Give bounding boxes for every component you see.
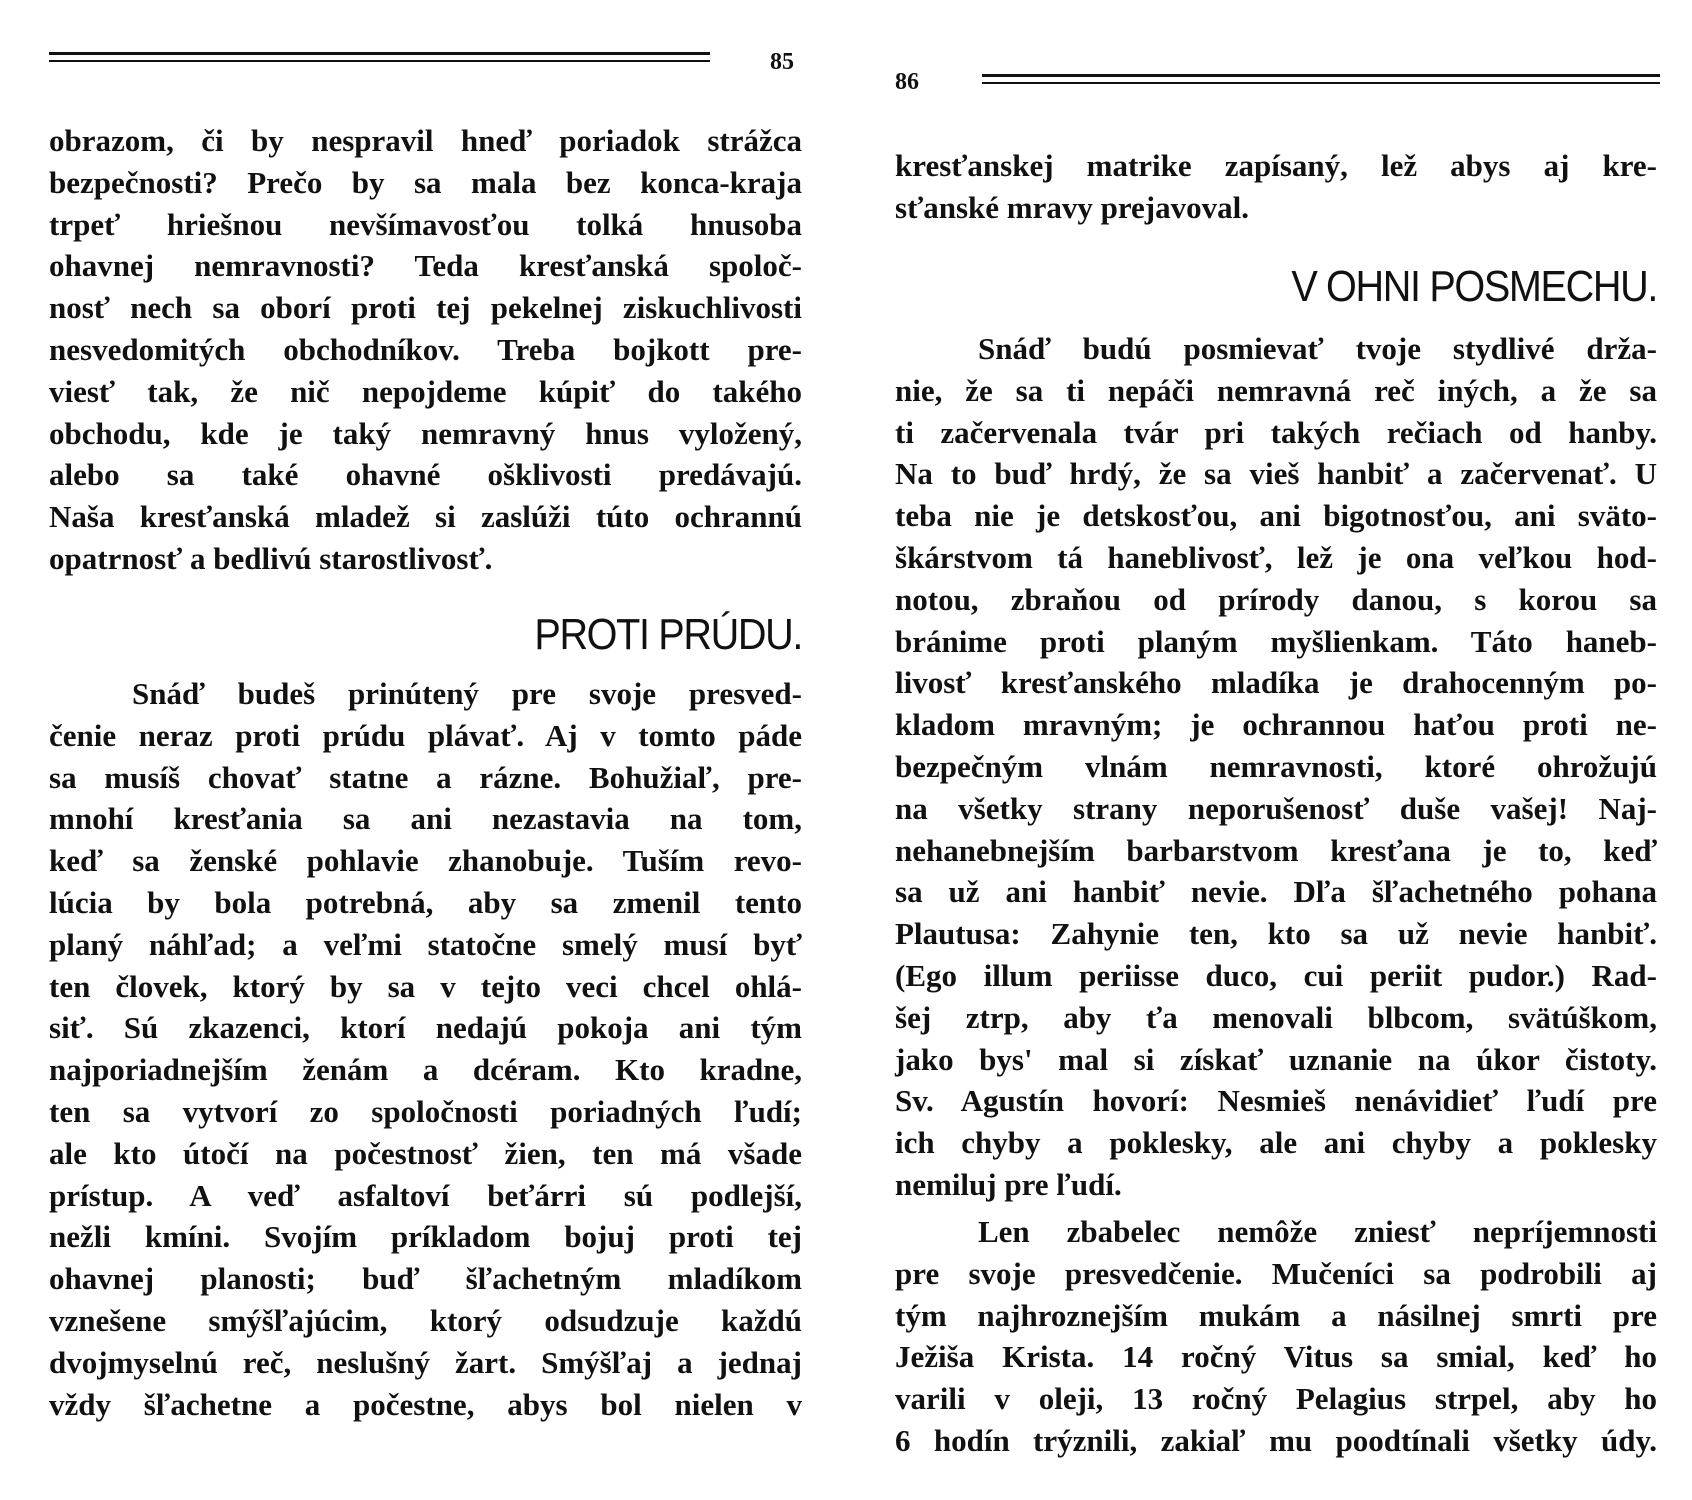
text-line: keď sa ženské pohlavie zhanobuje. Tuším revo- [49,843,802,879]
text-line: Na to buď hrdý, že sa vieš hanbiť a začervenať. U [895,456,1657,492]
text-line: nosť nech sa oborí proti tej pekelnej ziskuchlivosti [49,290,802,326]
text-line: Naša kresťanská mladež si zaslúži túto ochrannú [49,499,802,535]
text-line: ten človek, ktorý by sa v tejto veci chcel ohlá- [49,968,802,1004]
section-heading: PROTI PRÚDU. [534,610,802,659]
text-line: šej ztrp, aby ťa menovali blbcom, svätúškom, [895,999,1657,1035]
text-line: kresťanskej matrike zapísaný, lež abys aj kre- [895,148,1657,183]
text-line: ti začervenala tvár pri takých rečiach od hanby. [895,414,1657,450]
text-line: ich chyby a poklesky, ale ani chyby a poklesky [895,1125,1657,1161]
text-line: ohavnej nemravnosti? Teda kresťanská spoloč- [49,248,802,284]
text-line: škárstvom tá haneblivosť, lež je ona veľkou hod- [895,540,1657,575]
text-line: nemiluj pre ľudí. [895,1167,1122,1202]
text-line: planý náhľad; a veľmi statočne smelý musí byť [49,926,802,962]
text-line: Snáď budú posmievať tvoje stydlivé drža- [978,331,1657,366]
header-rule [49,52,710,62]
text-line: bezpečným vlnám nemravnosti, ktoré ohrožujú [895,749,1657,784]
text-line: mnohí kresťania sa ani nezastavia na tom, [49,801,802,837]
text-line: bránime proti planým myšlienkam. Táto haneb- [895,623,1657,659]
text-line: opatrnosť a bedlivú starostlivosť. [49,541,493,576]
text-line: obchodu, kde je taký nemravný hnus vyložený, [49,415,802,451]
section-heading: V OHNI POSMECHU. [1291,262,1657,311]
text-line: livosť kresťanského mladíka je drahocenným po- [895,665,1657,701]
text-line: jako bys' mal si získať uznanie na úkor čistoty. [895,1041,1657,1077]
text-line: viesť tak, že nič nepojdeme kúpiť do takého [49,373,802,409]
text-line: najporiadnejším ženám a dcéram. Kto kradne, [49,1052,802,1088]
text-line: sťanské mravy prejavoval. [895,189,1249,225]
text-line: vznešene smýšľajúcim, ktorý odsudzuje každú [49,1303,802,1338]
text-line: sa musíš chovať statne a rázne. Bohužiaľ, pre- [49,759,802,795]
text-line: nehanebnejším barbarstvom kresťana je to, keď [895,832,1657,868]
text-line: 6 hodín trýznili, zakiaľ mu poodtínali všetky údy. [895,1423,1657,1458]
text-line: Plautusa: Zahynie ten, kto sa už nevie hanbiť. [895,916,1657,952]
text-line: kladom mravným; je ochrannou haťou proti ne- [895,707,1657,743]
text-line: teba nie je detskosťou, ani bigotnosťou, ani sväto- [895,498,1657,534]
text-line: na všetky strany neporušenosť duše vašej! Naj- [895,790,1657,826]
text-line: siť. Sú zkazenci, ktorí nedajú pokoja ani tým [49,1010,802,1046]
text-line: alebo sa také ohavné ošklivosti predávajú. [49,457,802,493]
text-line: ten sa vytvorí zo spoločnosti poriadných ľudí; [49,1094,802,1129]
text-line: bezpečnosti? Prečo by sa mala bez konca-kraja [49,164,802,200]
text-line: pre svoje presvedčenie. Mučeníci sa podrobili aj [895,1255,1657,1291]
text-line: trpeť hriešnou nevšímavosťou tolká hnusoba [49,206,802,242]
text-line: nežli kmíni. Svojím príkladom bojuj proti tej [49,1219,802,1255]
text-line: vždy šľachetne a počestne, abys bol nielen v [49,1386,802,1422]
text-line: obrazom, či by nespravil hneď poriadok strážca [49,123,802,158]
page-number: 85 [770,49,794,75]
text-line: nie, že sa ti nepáči nemravná reč iných, a že sa [895,372,1657,408]
text-line: ohavnej planosti; buď šľachetným mladíkom [49,1261,802,1297]
text-line: Len zbabelec nemôže zniesť nepríjemnosti [978,1214,1657,1249]
text-line: sa už ani hanbiť nevie. Dľa šľachetného pohana [895,874,1657,910]
header-rule [982,74,1660,84]
page-number: 86 [895,69,919,95]
text-line: (Ego illum periisse duco, cui periit pudor.) Rad- [895,958,1657,993]
text-line: Sv. Agustín hovorí: Nesmieš nenávidieť ľudí pre [895,1083,1657,1119]
text-line: Ježiša Krista. 14 ročný Vitus sa smial, keď ho [895,1339,1657,1375]
text-line: tým najhroznejším mukám a násilnej smrti pre [895,1297,1657,1333]
text-line: nesvedomitých obchodníkov. Treba bojkott pre- [49,332,802,367]
text-line: varili v oleji, 13 ročný Pelagius strpel, aby ho [895,1381,1657,1417]
text-line: dvojmyselnú reč, neslušný žart. Smýšľaj a jednaj [49,1344,802,1380]
text-line: Snáď budeš prinútený pre svoje presved- [132,676,802,711]
text-line: prístup. A veď asfaltoví beťárri sú podlejší, [49,1177,802,1213]
text-line: čenie neraz proti prúdu plávať. Aj v tomto páde [49,717,802,753]
text-line: notou, zbraňou od prírody danou, s korou sa [895,581,1657,617]
text-line: lúcia by bola potrebná, aby sa zmenil tento [49,885,802,920]
text-line: ale kto útočí na počestnosť žien, ten má všade [49,1135,802,1171]
